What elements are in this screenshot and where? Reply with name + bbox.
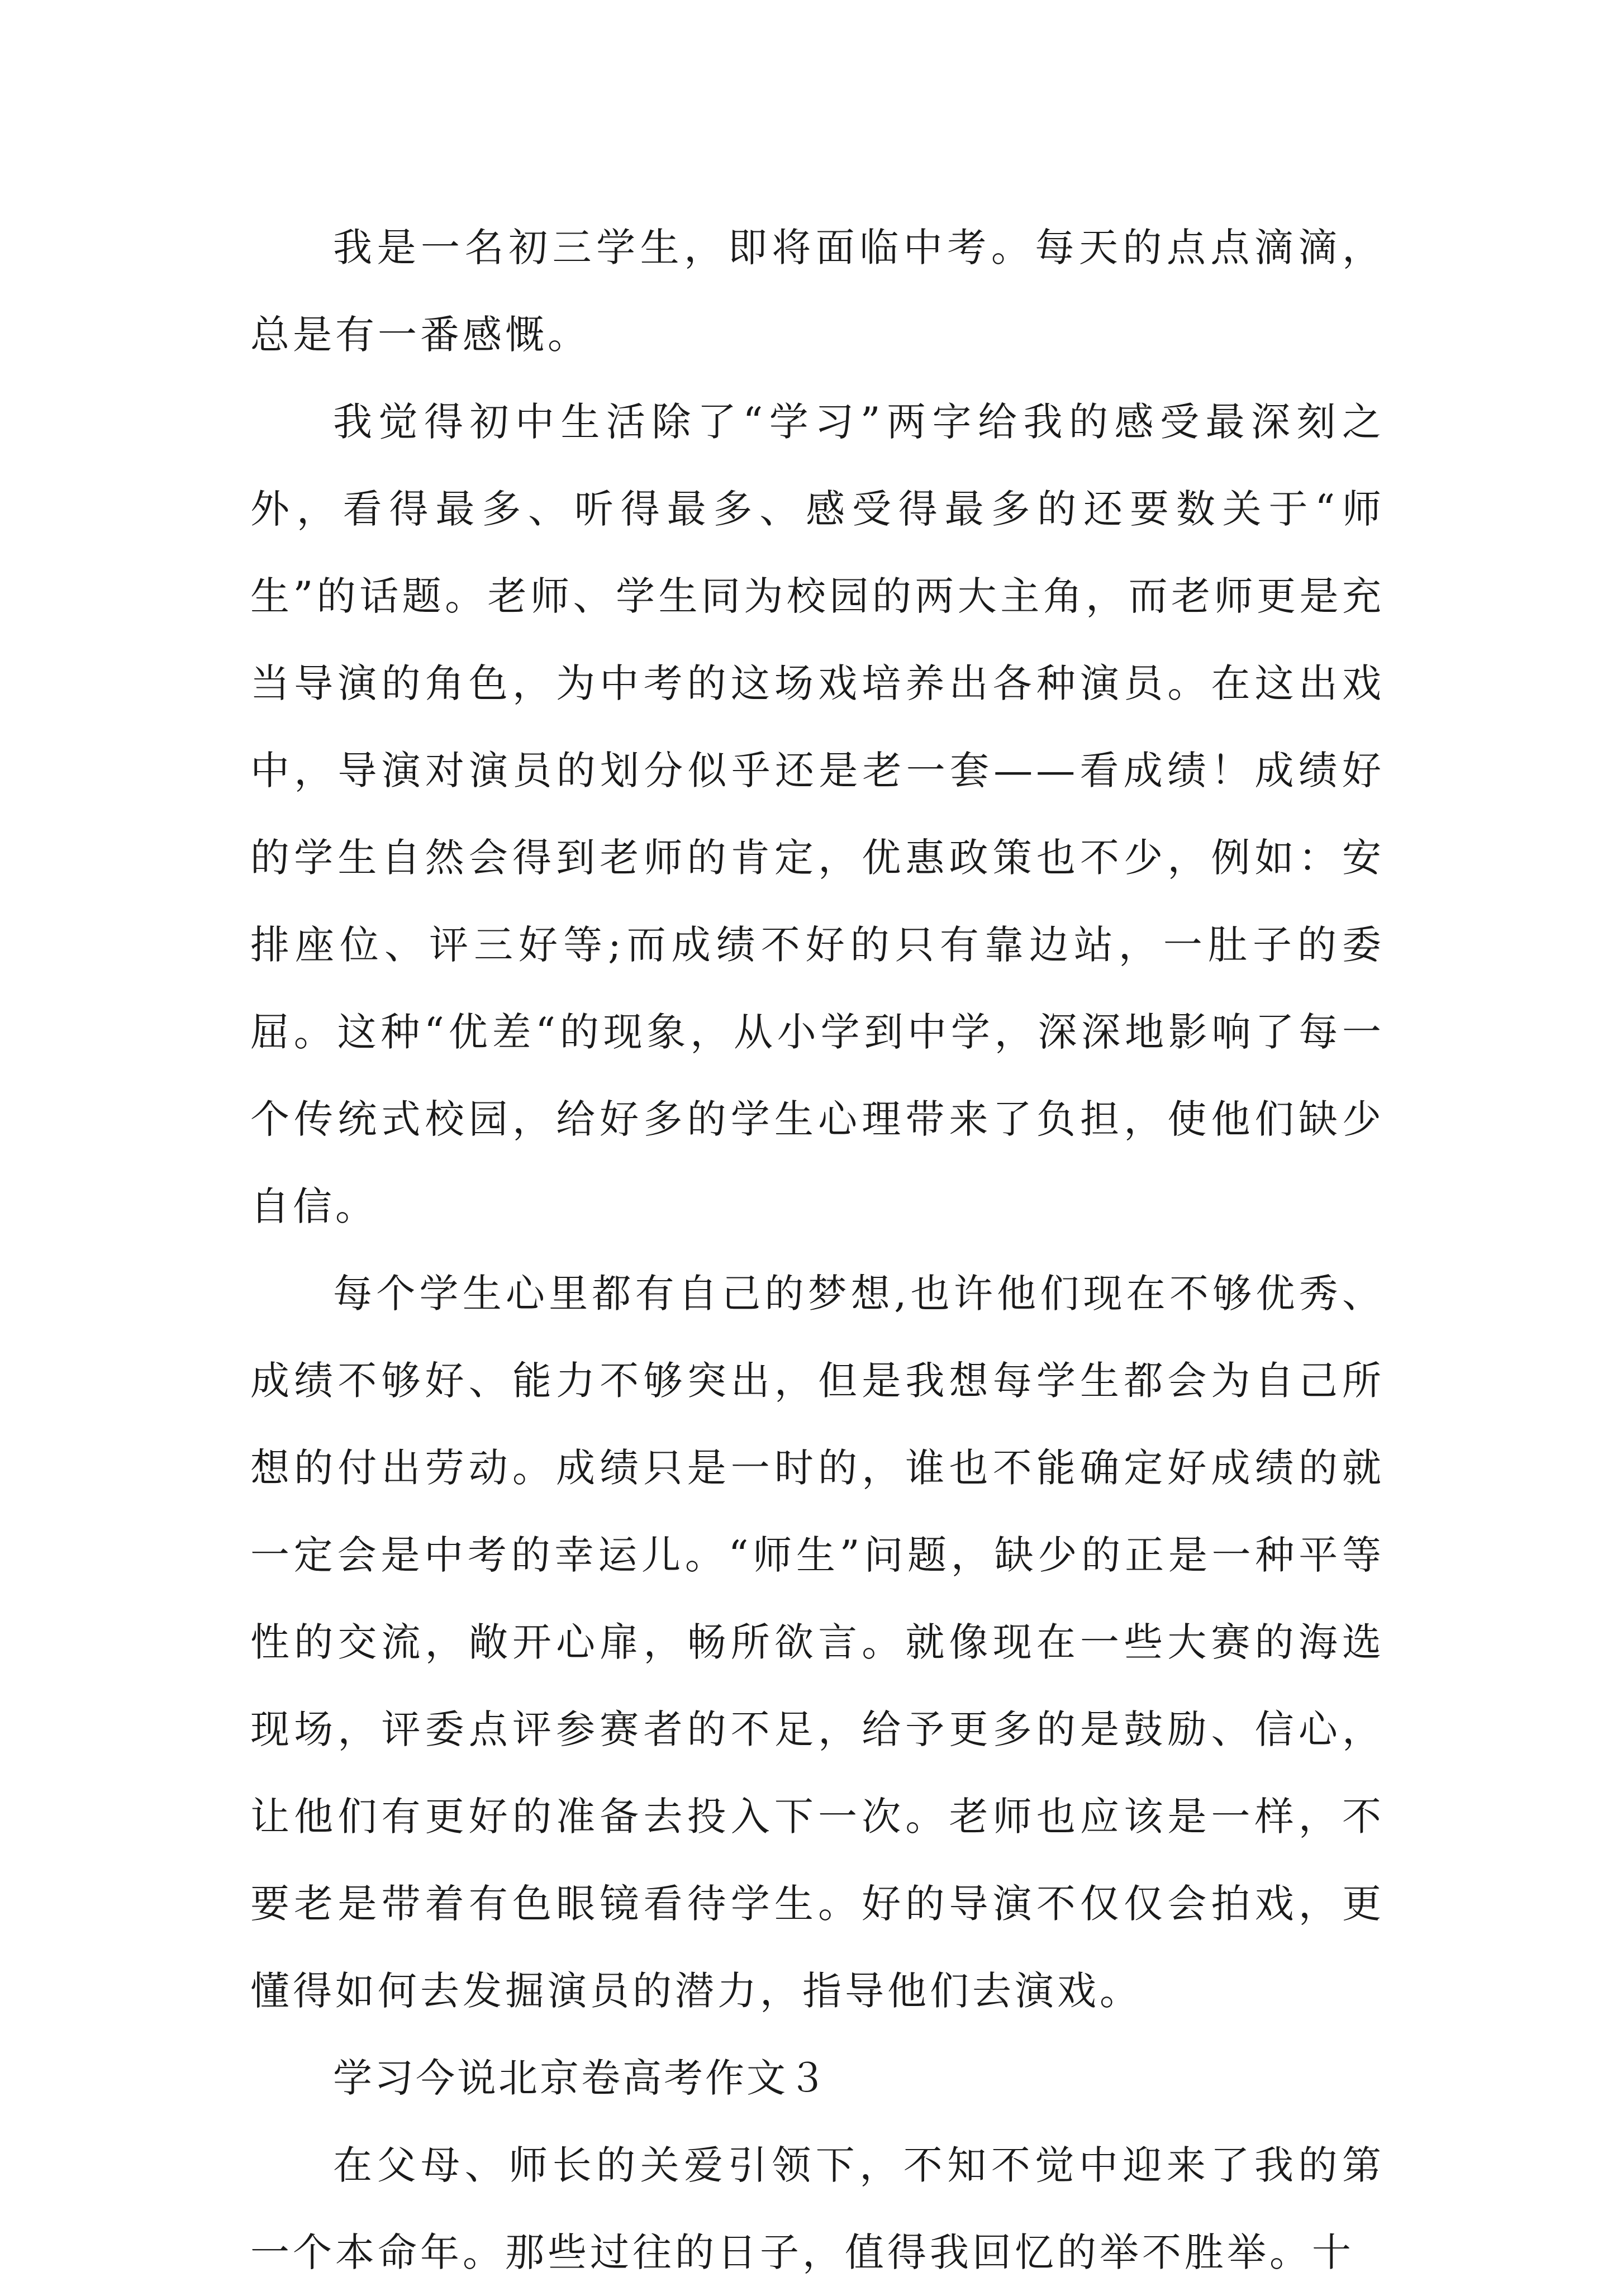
document-page xyxy=(250,204,1385,2296)
paragraph-3: 每个学生心里都有自己的梦想,也许他们现在不够优秀、成绩不够好、能力不够突出，但是我想每学生都会为自己所想的付出劳动。成绩只是一时的，谁也不能确定好成绩的就一定会是中考的幸运儿。“师生”问题，缺少的正是一种平等性的交流，敞开心扉，畅所欲言。就像现在一些大赛的海选现场，评委点评参赛者的不足，给予更多的是鼓励、信心，让他们有更好的准备去投入下一次。老师也应该是一样，不要老是带着有色眼镜看待学生。好的导演不仅仅会拍戏，更懂得如何去发掘演员的潜力，指导他们去演戏。 xyxy=(250,1271,1385,2014)
paragraph-1: 我是一名初三学生，即将面临中考。每天的点点滴滴，总是有一番感慨。 xyxy=(250,225,1385,358)
paragraph-4: 在父母、师长的关爱引领下，不知不觉中迎来了我的第一个本命年。那些过往的日子，值得我回忆的举不胜举。十 xyxy=(250,2142,1385,2275)
section-heading: 学习今说北京卷高考作文３ xyxy=(333,2055,829,2101)
paragraph-2: 我觉得初中生活除了“学习”两字给我的感受最深刻之外，看得最多、听得最多、感受得最多的还要数关于“师生”的话题。老师、学生同为校园的两大主角，而老师更是充当导演的角色，为中考的这场戏培养出各种演员。在这出戏中，导演对演员的划分似乎还是老一套——看成绩！成绩好的学生自然会得到老师的肯定，优惠政策也不少，例如：安排座位、评三好等;而成绩不好的只有靠边站，一肚子的委屈。这种“优差“的现象，从小学到中学，深深地影响了每一个传统式校园，给好多的学生心理带来了负担，使他们缺少自信。 xyxy=(250,399,1385,1229)
